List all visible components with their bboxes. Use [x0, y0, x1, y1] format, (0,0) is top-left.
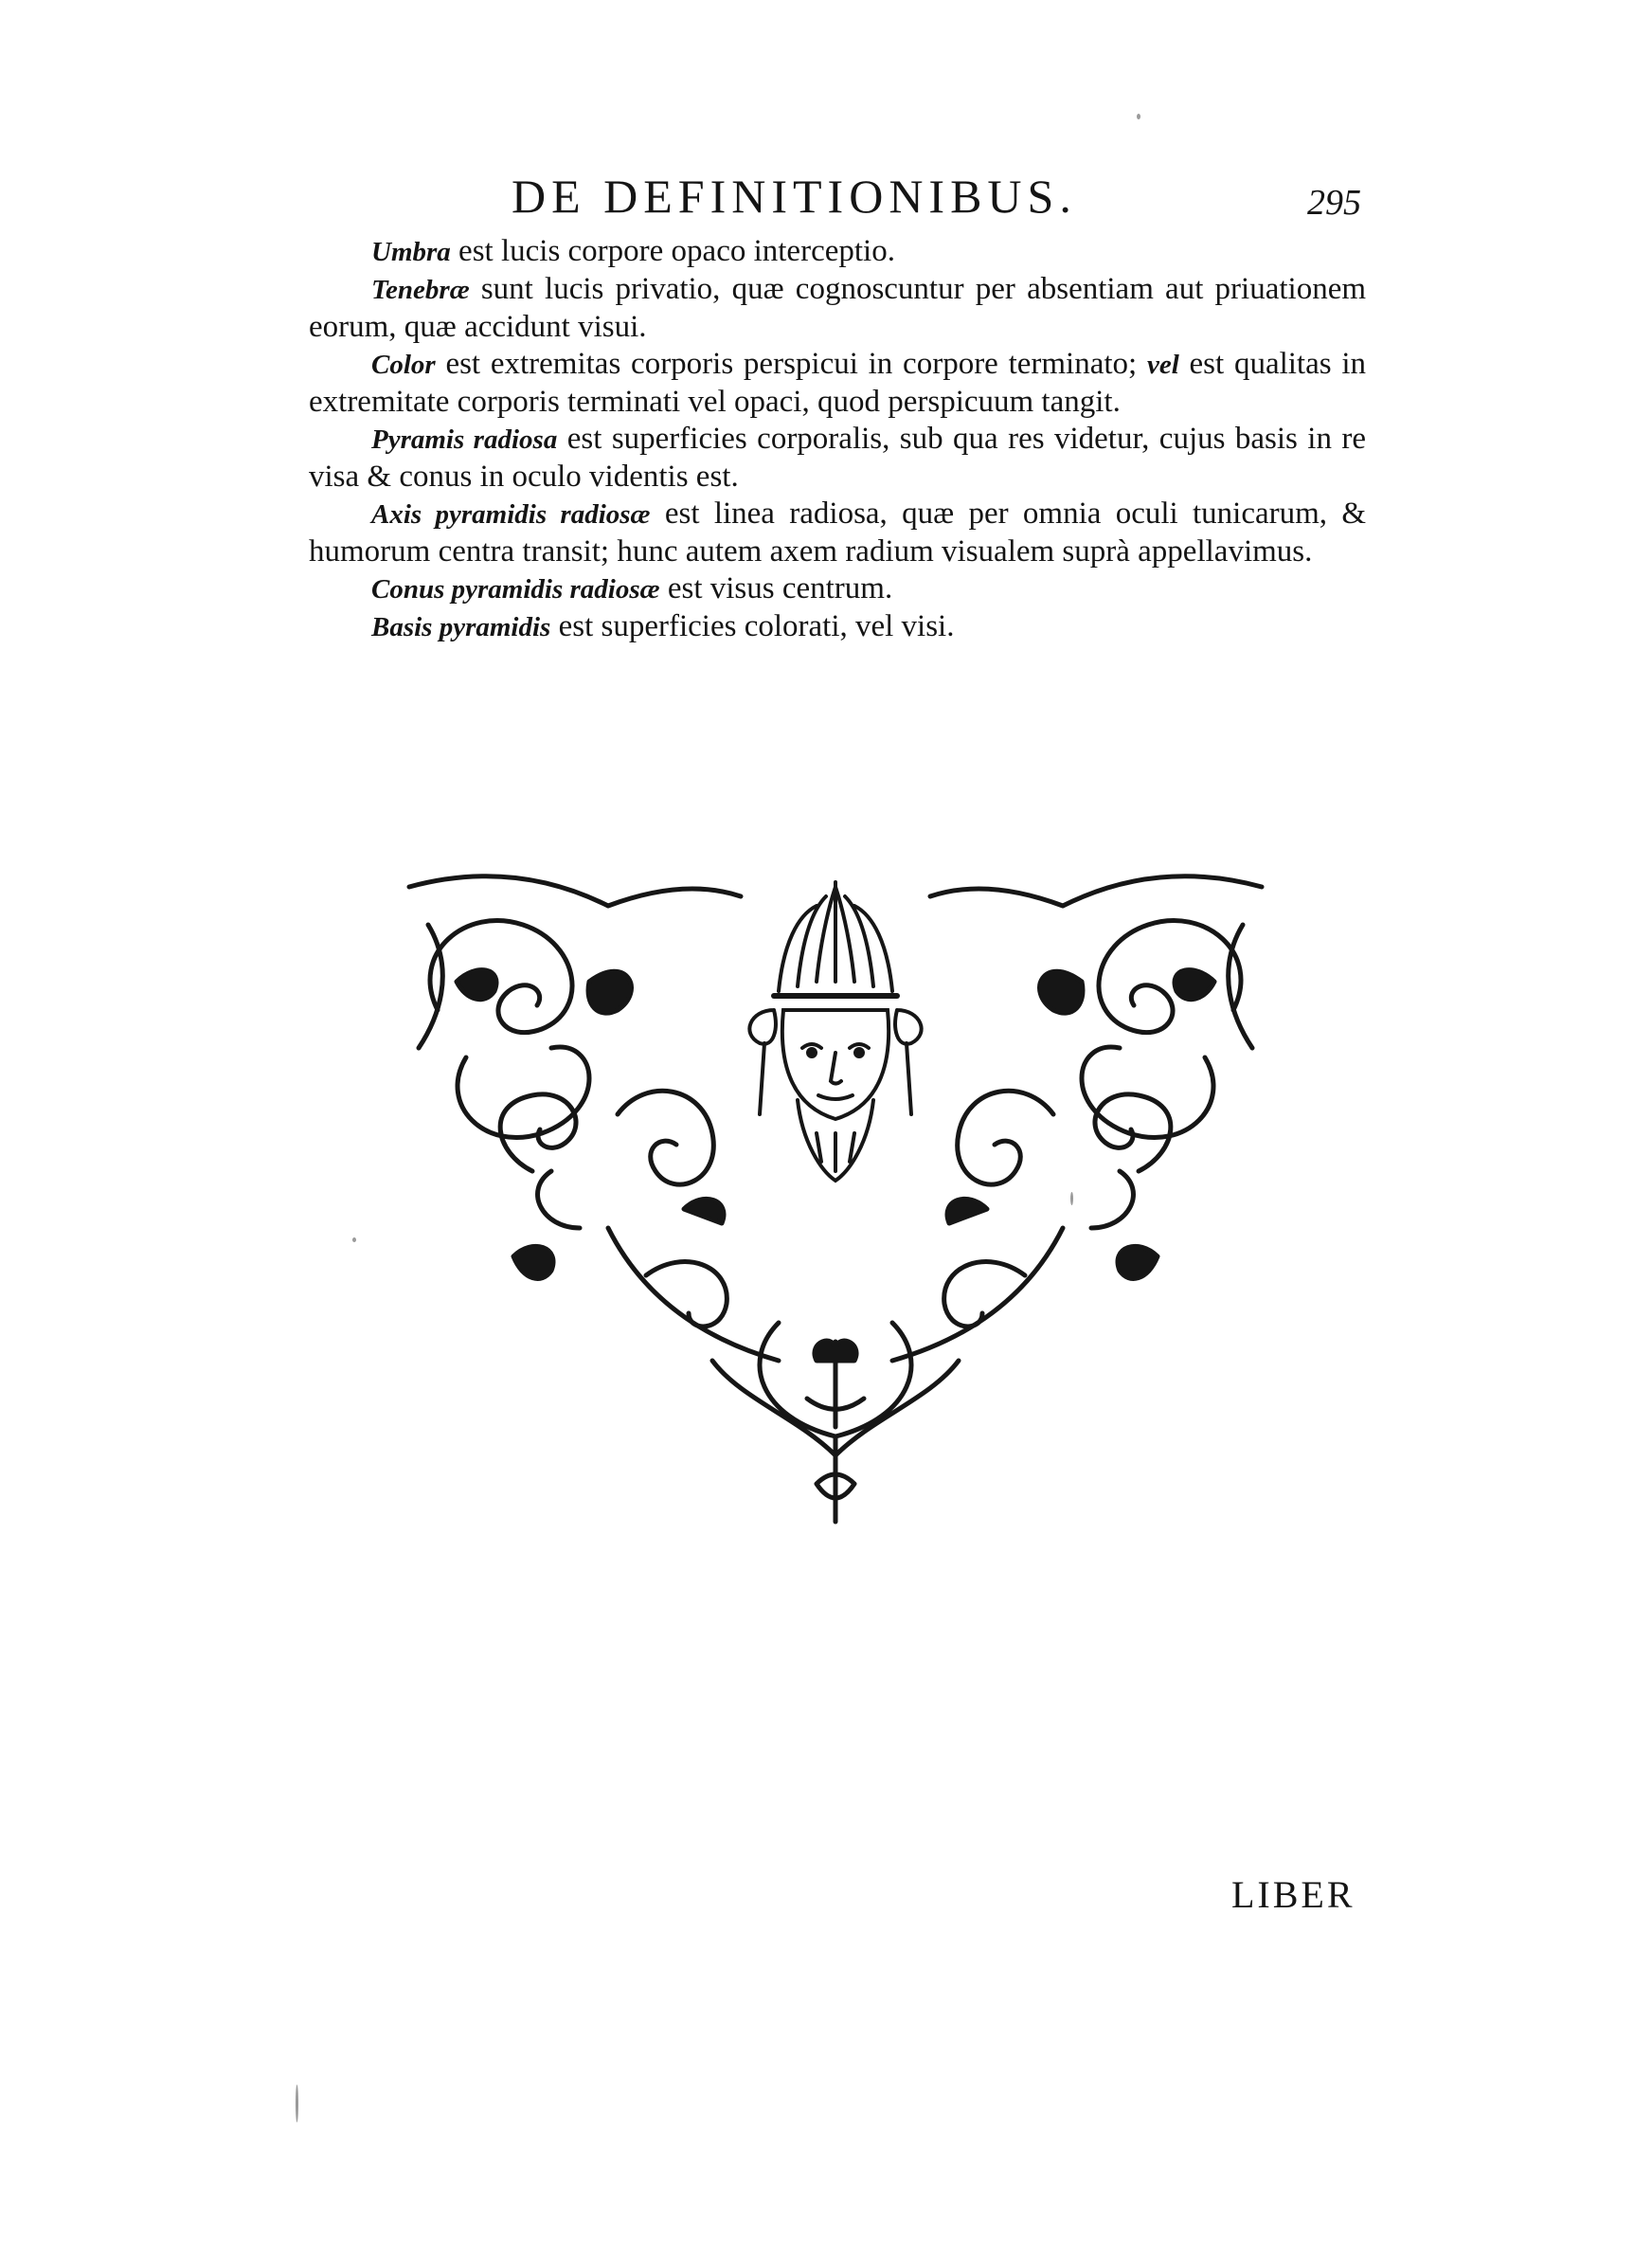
body-text: [309, 233, 1366, 646]
definition-term-secondary: vel: [1146, 350, 1179, 380]
definition-text: est superficies corporalis, sub qua res videtur, cujus basis in re visa & conus in oculo videntis est.: [309, 422, 1367, 494]
scan-speck: [296, 2085, 298, 2122]
scan-speck: [1070, 1192, 1073, 1205]
ornament-mask-icon: [400, 868, 1271, 1531]
definition-text: est superficies colorati, vel visi.: [558, 609, 955, 643]
definition-paragraph: [309, 271, 1366, 346]
definition-text: sunt lucis privatio, quæ cognoscuntur per absentiam aut priuationem eorum, quæ accidunt visui.: [309, 272, 1367, 344]
definition-text: est visus centrum.: [667, 571, 893, 605]
definition-term: Umbra: [371, 237, 451, 267]
definition-text: est extremitas corporis perspicui in corpore terminato;: [445, 347, 1138, 381]
definition-paragraph: [309, 608, 1366, 646]
page-number: 295: [1307, 183, 1361, 223]
definition-paragraph: [309, 346, 1366, 421]
definition-term: Axis pyramidis radiosæ: [371, 499, 651, 530]
running-title: DE DEFINITIONIBUS.: [512, 170, 1077, 223]
catchword: LIBER: [1231, 1873, 1356, 1916]
scan-speck: [1137, 114, 1140, 119]
definition-text: est linea radiosa, quæ per omnia oculi tunicarum, & humorum centra transit; hunc autem axem radium visualem suprà appellavimus.: [309, 497, 1367, 569]
definition-paragraph: [309, 570, 1366, 608]
scan-speck: [352, 1237, 356, 1242]
definition-term: Pyramis radiosa: [371, 424, 558, 455]
definition-text-secondary: est qualitas in extremitate corporis terminati vel opaci, quod perspicuum tangit.: [309, 347, 1366, 419]
definition-term: Basis pyramidis: [371, 612, 551, 642]
definition-paragraph: [309, 421, 1366, 496]
definition-text: est lucis corpore opaco interceptio.: [458, 234, 895, 268]
definition-term: Color: [371, 350, 436, 380]
definition-term: Conus pyramidis radiosæ: [371, 574, 660, 605]
definition-paragraph: [309, 496, 1366, 570]
definition-term: Tenebræ: [371, 275, 470, 305]
definition-paragraph: [309, 233, 1366, 271]
